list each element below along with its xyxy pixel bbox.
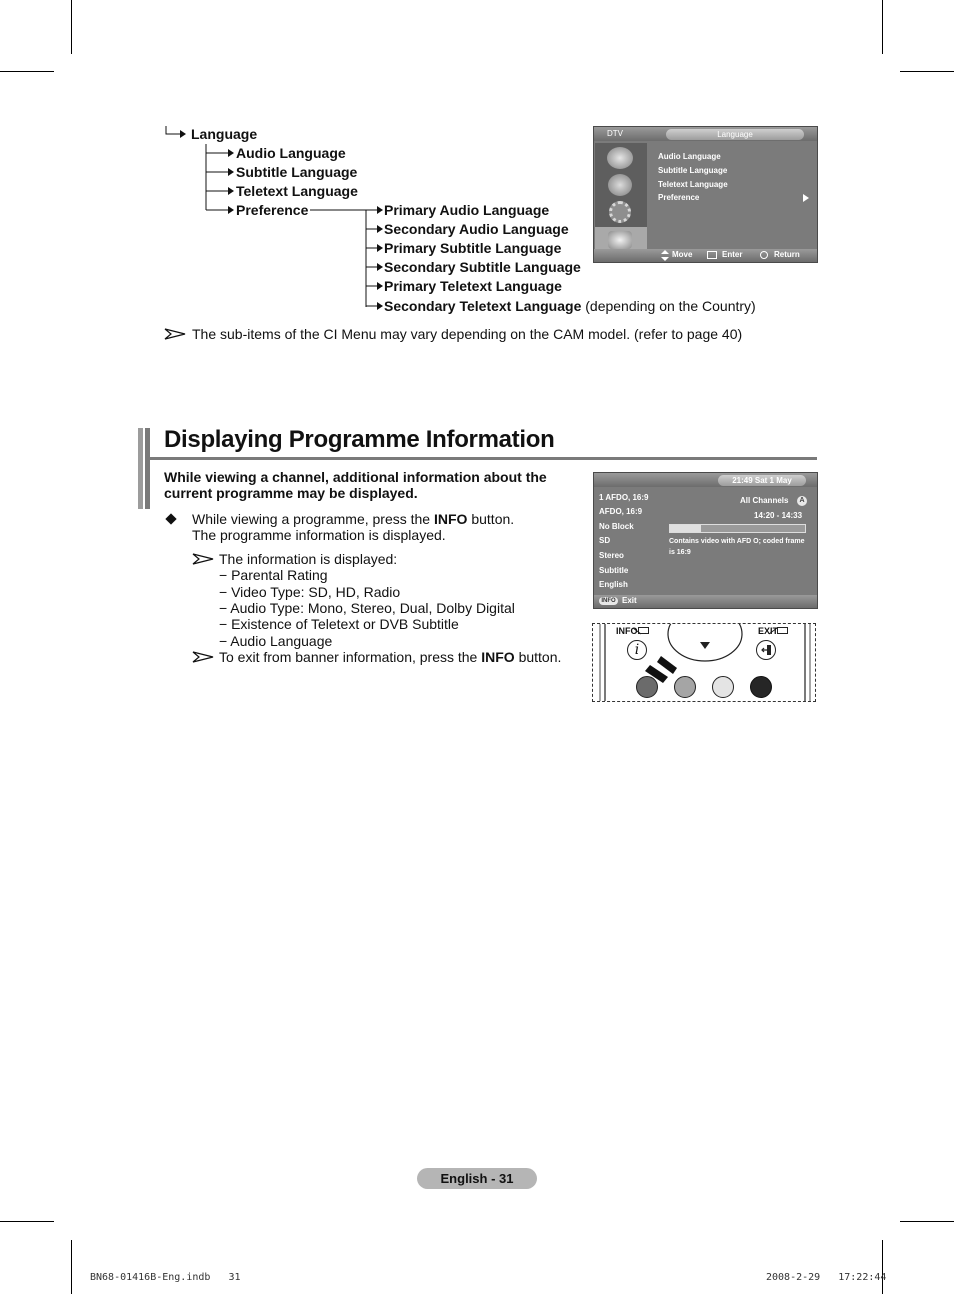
exit-icon [760,644,772,656]
exit-prefix: To exit from banner information, press the [219,649,478,665]
crop-mark [71,1240,72,1294]
tree-sub-item: Primary Audio Language [384,202,550,218]
info-left-item: AFDO, 16:9 [599,507,643,516]
osd-title: Language [717,130,753,139]
heading-underline [150,457,817,460]
section-title: Displaying Programme Information [164,426,555,453]
print-file-info: BN68-01416B-Eng.indb 31 [90,1272,241,1283]
crop-mark [882,1240,883,1294]
exit-note [219,649,561,666]
crop-mark [0,1221,54,1222]
info-list-item: − Video Type: SD, HD, Radio [219,584,401,600]
programme-time: 14:20 - 14:33 [754,511,803,520]
info-list-item: − Existence of Teletext or DVB Subtitle [219,616,459,632]
info-item-text: Parental Rating [231,567,328,583]
info-left-item: English [599,580,628,589]
picture-icon [607,147,633,169]
tree-sub-item: Primary Subtitle Language [384,240,562,256]
step-line1 [192,511,514,528]
enter-icon [707,251,717,259]
exit-suffix: button. [518,649,562,665]
info-item-text: Existence of Teletext or DVB Subtitle [231,616,459,632]
osd-nav-return: Return [774,250,800,259]
tree-root: Language [191,126,258,142]
info-list-item: − Parental Rating [219,567,328,583]
green-button[interactable] [674,676,696,698]
info-label: INFO [616,626,638,636]
channel-list-label: All Channels [740,496,789,505]
info-item-text: Video Type: SD, HD, Radio [231,584,401,600]
info-left-item: Stereo [599,551,624,560]
yellow-button[interactable] [712,676,734,698]
intro-text-line2: current programme may be displayed. [164,485,418,501]
info-item-text: Audio Language [230,633,333,649]
page-number: English - 31 [440,1171,514,1186]
red-button[interactable] [636,676,658,698]
programme-description-line2: is 16:9 [669,549,691,556]
info-left-item: Subtitle [599,566,629,575]
info-button-glyph: i [634,642,640,658]
tree-sub-item-label: Secondary Teletext Language [384,298,582,314]
osd-tag: DTV [607,129,623,138]
info-lead: The information is displayed: [219,551,398,567]
print-timestamp: 2008-2-29 17:22:44 [766,1272,887,1283]
info-list-item: − Audio Type: Mono, Stereo, Dual, Dolby Digital [219,600,515,616]
tree-item-preference: Preference [236,202,309,218]
heading-bar-outer [138,428,143,509]
osd-menu-item[interactable]: Audio Language [658,152,721,161]
blue-button[interactable] [750,676,772,698]
return-icon [760,251,768,259]
osd-menu-item[interactable]: Subtitle Language [658,166,728,175]
osd-language-menu [593,126,818,263]
osd-nav-enter: Enter [722,250,743,259]
progress-fill [670,525,701,532]
info-item-text: Audio Type: Mono, Stereo, Dual, Dolby Digital [230,600,515,616]
osd-menu-item[interactable]: Preference [658,193,700,202]
note-arrow-icon [192,651,214,663]
info-left-item: No Block [599,522,634,531]
tree-sub-item-suffix: (depending on the Country) [585,298,756,314]
osd-info-banner [593,472,818,609]
note-arrow-icon [192,553,214,565]
gear-icon [609,201,631,223]
crop-mark [900,1221,954,1222]
intro-text-line1: While viewing a channel, additional information about the [164,469,547,485]
tree-item-teletext-language: Teletext Language [236,183,358,199]
bullet-diamond-icon [165,513,176,524]
chevron-right-icon [802,193,810,203]
progress-track [669,524,806,533]
tree-sub-item [384,298,756,315]
tree-item-audio-language: Audio Language [236,145,346,161]
setup-icon-glyph [608,231,632,249]
remote-illustration [592,623,816,702]
info-list-item: − Audio Language [219,633,333,649]
info-left-item: SD [599,536,611,545]
osd-nav-move: Move [672,250,693,259]
exit-key: INFO [481,649,515,665]
clock: 21:49 Sat 1 May [732,476,792,485]
tree-sub-item: Secondary Subtitle Language [384,259,581,275]
osd-menu-item[interactable]: Teletext Language [658,180,728,189]
tree-sub-item: Secondary Audio Language [384,221,569,237]
tree-sub-item: Primary Teletext Language [384,278,562,294]
heading-bar-inner [145,428,150,509]
exit-label-icon [777,627,788,634]
tree-item-subtitle-language: Subtitle Language [236,164,358,180]
info-key-label: INFO [601,598,616,604]
info-left-item: 1 AFDO, 16:9 [599,493,649,502]
programme-description-line1: Contains video with AFD O; coded frame [669,538,805,545]
channel-badge-label: A [799,497,805,504]
info-label-icon [638,627,649,634]
ci-note: The sub-items of the CI Menu may vary depending on the CAM model. (refer to page 40) [192,326,743,342]
move-icon [661,250,669,261]
step-key: INFO [434,511,468,527]
step-line2: The programme information is displayed. [192,527,446,543]
note-arrow-icon [164,328,186,340]
step-prefix: While viewing a programme, press the [192,511,431,527]
sound-icon [608,174,632,196]
osd-info-exit: Exit [622,596,637,605]
step-suffix: button. [471,511,515,527]
exit-label: EXIT [758,626,779,636]
